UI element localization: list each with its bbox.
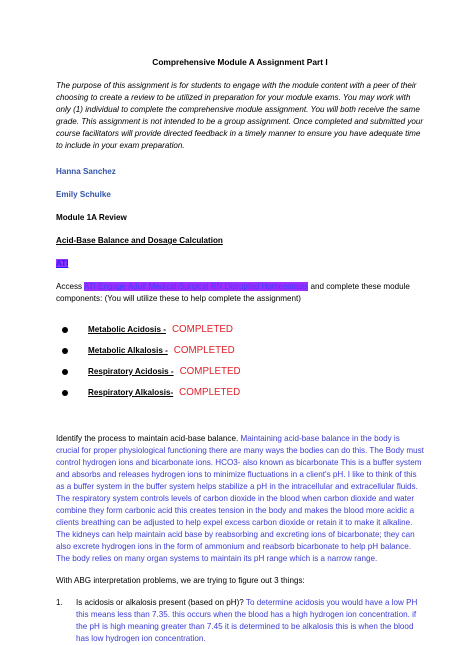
item-answer: To determine acidosis you would have a low PH this means less than 7.35. this occurs when the blood has a high hydrogen ion concentration. if the pH is high meaning greater than 7.45 it is determined to be alkalosis this is when the blood has low hydrogen ion concentration. [76,598,418,643]
list-item [56,319,424,340]
list-item [56,361,424,382]
component-label: Metabolic Acidosis - [88,324,166,334]
list-item [56,382,424,403]
access-instructions [56,281,424,305]
bullet-icon [62,327,68,333]
question-prompt: Identify the process to maintain acid-base balance. [56,434,239,443]
item-number: 1. [56,598,63,607]
abg-intro: With ABG interpretation problems, we are trying to figure out 3 things: [56,576,305,585]
ati-engage-link[interactable]: ATI Engage Adult Medical-Surgical RN Disrupted Homeostasis [83,282,309,291]
module-heading: Module 1A Review [56,213,127,222]
access-suffix: and complete these module components: (You will utilize these to help complete the assignment) [56,282,410,303]
ati-label [56,258,424,270]
author-name: Hanna Sanchez [56,167,116,176]
ati-link[interactable]: ATI [56,259,69,268]
component-label: Respiratory Alkalosis- [88,387,174,397]
item-prompt: Is acidosis or alkalosis present (based on pH)? [76,598,244,607]
numbered-item [56,597,424,645]
intro-paragraph: The purpose of this assignment is for students to engage with the module content with a peer of their choosing to create a review to be utilized in preparation for your module exams. You may work with only (1) individual to complete the comprehensive module assignment. You will both receive the same grade. This assignment is not intended to be a group assignment. Once completed and submitted your course facilitators will provide directed feedback in a timely manner to ensure you have adequate time to include in your exam preparation. [56,81,424,150]
bullet-icon [62,369,68,375]
list-item [56,340,424,361]
bullet-icon [62,390,68,396]
component-list [56,319,424,403]
item-text [76,597,424,645]
question-paragraph [56,433,424,565]
status-badge: COMPLETED [179,365,241,377]
author-name: Emily Schulke [56,190,111,199]
status-badge: COMPLETED [173,344,235,356]
component-label: Respiratory Acidosis - [88,366,174,376]
status-badge: COMPLETED [171,323,233,335]
question-answer: Maintaining acid-base balance in the body is crucial for proper physiological functioning there are many ways the bodies can do this. The Body must control hydrogen ions and bicarbonate ions. HCO3- also known as bicarbonate This is a buffer system and absorbs and releases hydrogen ions to minimize fluctuations in a client's pH. I like to think of this as a buffer system in the buffer system helps stabilize a pH in the intracellular and extracellular fluids. The respiratory system controls levels of carbon dioxide in the blood when carbon dioxide and water combine they form carbonic acid this creates tension in the body and makes the blood more acidic a clients breathing can be adjusted to help expel excess carbon dioxide or retain it to make it alkaline. The kidneys can help maintain acid base by reabsorbing and excreting ions of bicarbonate; they can also excrete hydrogen ions in the form of ammonium and reabsorb bicarbonate to help pH balance. The body relies on many organ systems to maintain its pH range which is a narrow range. [56,434,424,563]
document-title: Comprehensive Module A Assignment Part I [152,57,328,67]
section-heading: Acid-Base Balance and Dosage Calculation [56,236,223,245]
bullet-icon [62,348,68,354]
status-badge: COMPLETED [179,386,241,398]
component-label: Metabolic Alkalosis - [88,345,168,355]
document-body [56,56,424,645]
access-prefix: Access [56,282,83,291]
